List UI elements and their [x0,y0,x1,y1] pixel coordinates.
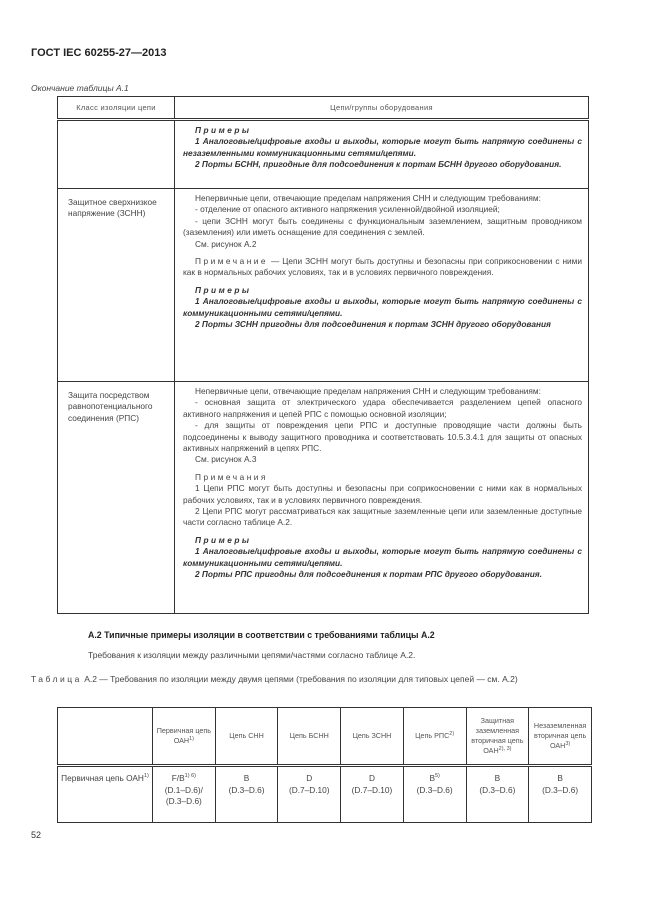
examples-title: Примеры [195,534,252,545]
column-header: Цепи/группы оборудования [175,97,589,120]
examples-title: Примеры [195,125,252,135]
example-item: 2 Порты БСНН, пригодные для подсоединения к портам БСНН другого оборудования. [195,159,562,170]
caption-label: Таблица [31,674,82,684]
note [183,256,582,279]
example-item: 2 Порты ЗСНН пригодны для подсоединения к портам ЗСНН другого оборудования [195,319,551,330]
note-text: — Цепи ЗСНН могут быть доступны и безопасны при соприкосновении с ними как в нормальных рабочих условиях, так и в условиях первичного повреждения. [183,256,582,278]
row-label: Первичная цепь ОАН$^{1)}$ [58,766,153,823]
table-a1-caption: Окончание таблицы А.1 [31,83,129,93]
table-a2 [57,707,592,823]
body-text: - цепи ЗСНН могут быть соединены с функциональным заземлением, защитным проводником (заземления) или иметь оснащение для соединения с землей. [183,215,582,238]
document-header: ГОСТ IEC 60255-27—2013 [31,47,167,59]
class-cell [58,120,175,189]
table-row [58,189,589,382]
column-header: Цепь СНН [215,708,278,766]
column-header: Цепь ЗСНН [341,708,404,766]
examples-title: Примеры [195,284,252,295]
body-text: Непервичные цепи, отвечающие пределам напряжения СНН и следующим требованиям: [195,193,541,203]
table-header-row [58,708,592,766]
table-cell: $B^{5)}$ (D.3–D.6) [403,766,466,823]
column-header: Защитная заземленная вторичная цепь $ОАН^{2), 3)}$ [466,708,529,766]
table-a2-caption [31,674,597,686]
note-label: Примечание [195,256,269,267]
example-item: 2 Порты РПС пригодны для подсоединения к портам РПС другого оборудования. [195,569,543,580]
note-item: 2 Цепи РПС могут рассматриваться как защитные заземленные цепи или заземленные доступные части согласно таблице А.2. [183,506,582,528]
body-text: - для защиты от повреждения цепи РПС и доступные проводящие части должны быть подсоединены к выводу защитного проводника и соответствовать 10.5.3.4.1 для защиты от опасных активных напряжений в цепях РПС. [183,420,582,454]
body-text: См. рисунок А.3 [195,454,257,465]
section-intro: Требования к изоляции между различными цепями/частями согласно таблице А.2. [88,650,416,660]
example-item: 1 Аналоговые/цифровые входы и выходы, которые могут быть напрямую соединены с коммуникационными сетями/цепями. [183,296,582,318]
table-cell: B (D.3–D.6) [215,766,278,823]
table-a1 [57,96,589,614]
column-header: Класс изоляции цепи [58,97,175,120]
column-header: Первичная цепь ОАН$^{1)}$ [153,708,216,766]
section-heading: А.2 Типичные примеры изоляции в соответствии с требованиями таблицы А.2 [88,630,435,640]
table-cell: D (D.7–D.10) [341,766,404,823]
column-header: Незаземленная вторичная цепь ОАН$^{3)}$ [529,708,592,766]
class-cell: Защитное сверхнизкое напряжение (ЗСНН) [58,189,175,382]
table-row [58,382,589,614]
table-cell: D (D.7–D.10) [278,766,341,823]
table-cell: $F/B^{1) 6)}$ (D.1–D.6)/ (D.3–D.6) [153,766,216,823]
table-cell: B (D.3–D.6) [466,766,529,823]
body-text: Непервичные цепи, отвечающие пределам напряжения СНН и следующим требованиям: [195,386,541,396]
body-text: - основная защита от электрического удара обеспечивается разделением цепей опасного активного напряжения и цепей РПС с помощью основной изоляции; [183,397,582,419]
description-cell [175,382,589,614]
body-text: - отделение от опасного активного напряжения усиленной/двойной изоляцией; [195,204,500,215]
description-cell [175,189,589,382]
body-text: См. рисунок А.2 [195,238,257,249]
page-number: 52 [31,830,42,840]
notes-title: Примечания [195,471,268,482]
example-item: 1 Аналоговые/цифровые входы и выходы, которые могут быть напрямую соединены с коммуникационными сетями/цепями. [183,546,582,568]
description-cell [175,120,589,189]
table-header-row [58,97,589,120]
column-header: Цепь РПС$^{2)}$ [403,708,466,766]
table-cell: B (D.3–D.6) [529,766,592,823]
column-header: Цепь БСНН [278,708,341,766]
table-row [58,120,589,189]
corner-cell [58,708,153,766]
table-row [58,766,592,823]
class-cell: Защита посредством равнопотенциального соединения (РПС) [58,382,175,614]
example-item: 1 Аналоговые/цифровые входы и выходы, которые могут быть напрямую соединены с незаземленными коммуникационными сетями/цепями. [183,136,582,158]
caption-text: А.2 — Требования по изоляции между двумя цепями (требования по изоляции для типовых цепей — см. А.2) [81,674,518,684]
note-item: 1 Цепи РПС могут быть доступны и безопасны при соприкосновении с ними как в нормальных рабочих условиях, так и в условиях первичного повреждения. [183,483,582,505]
